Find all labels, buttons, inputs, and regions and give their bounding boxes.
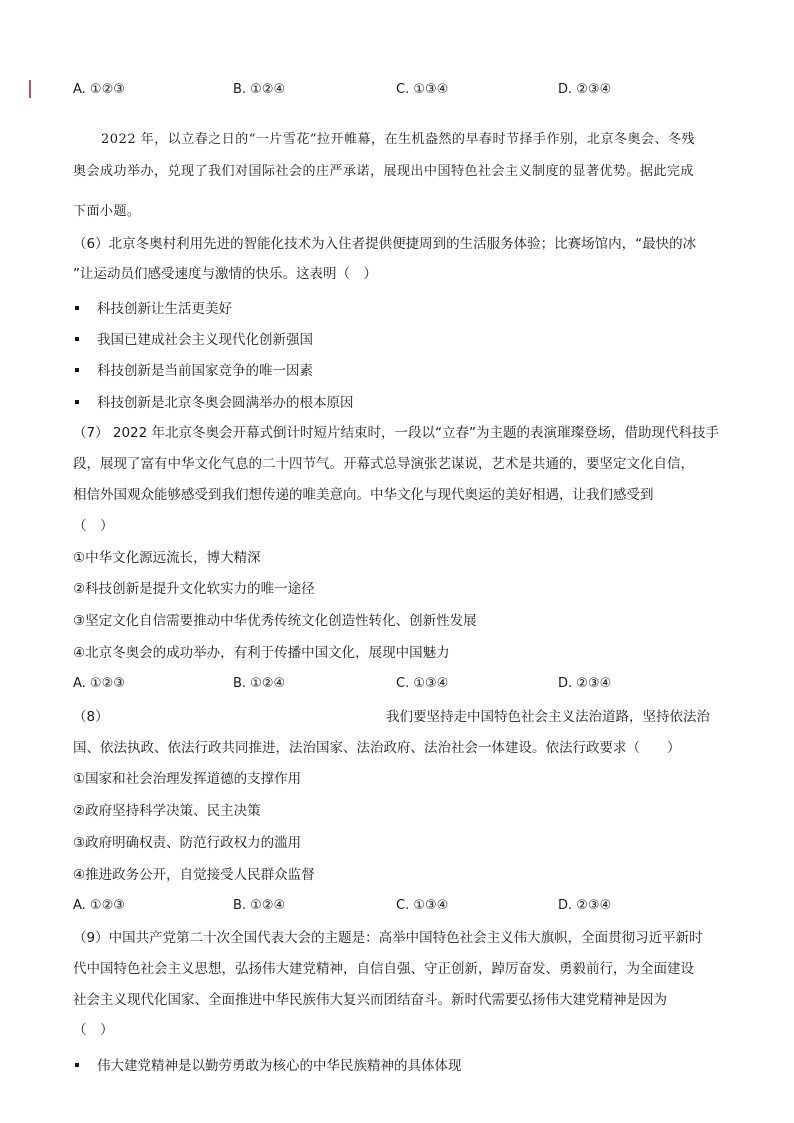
option-a: A. ①②③ <box>73 898 125 913</box>
q7-item: ②科技创新是提升文化软实力的唯一途径 <box>73 581 315 597</box>
q9-stem: 代中国特色社会主义思想，弘扬伟大建党精神，自信自强、守正创新，踔厉奋发、勇毅前行，为全面建设 <box>73 961 694 977</box>
option-d: D. ②③④ <box>558 82 612 97</box>
q9-stem: 社会主义现代化国家、全面推进中华民族伟大复兴而团结奋斗。新时代需要弘扬伟大建党精神是因为 <box>73 992 667 1008</box>
option-d: D. ②③④ <box>558 676 612 691</box>
option-b: B. ①②④ <box>233 898 286 913</box>
q7-stem: 段，展现了富有中华文化气息的二十四节气。开幕式总导演张艺谋说，艺术是共通的，要坚定文化自信， <box>73 456 694 472</box>
q6-choice: 科技创新是北京冬奥会圆满举办的根本原因 <box>73 391 354 411</box>
option-c: C. ①③④ <box>396 82 449 97</box>
bullet-icon <box>75 368 79 372</box>
q7-options <box>73 676 713 694</box>
option-c: C. ①③④ <box>396 898 449 913</box>
q8-item: ③政府明确权责、防范行政权力的滥用 <box>73 835 302 851</box>
q8-options <box>73 898 713 916</box>
q7-item: ④北京冬奥会的成功举办，有利于传播中国文化，展现中国魅力 <box>73 645 450 661</box>
q7-item: ③坚定文化自信需要推动中华优秀传统文化创造性转化、创新性发展 <box>73 613 477 629</box>
q9-stem: （9）中国共产党第二十次全国代表大会的主题是：高举中国特色社会主义伟大旗帜，全面贯彻习近平新时 <box>73 930 703 946</box>
option-d: D. ②③④ <box>558 898 612 913</box>
option-a: A. ①②③ <box>73 82 125 97</box>
bullet-icon <box>75 400 79 404</box>
q9-choice: 伟大建党精神是以勤劳勇敢为核心的中华民族精神的具体体现 <box>73 1054 462 1074</box>
option-a: A. ①②③ <box>73 676 125 691</box>
option-b: B. ①②④ <box>233 676 286 691</box>
option-c: C. ①③④ <box>396 676 449 691</box>
q6-choice: 科技创新是当前国家竞争的唯一因素 <box>73 359 313 379</box>
margin-marker <box>29 80 31 98</box>
q8-item: ④推进政务公开，自觉接受人民群众监督 <box>73 867 315 883</box>
q8-item: ②政府坚持科学决策、民主决策 <box>73 803 261 819</box>
bullet-icon <box>75 306 79 310</box>
q6-choice: 科技创新让生活更美好 <box>73 297 232 317</box>
q8-stem: 我们要坚持走中国特色社会主义法治道路，坚持依法治 <box>386 709 710 725</box>
q8-item: ①国家和社会治理发挥道德的支撑作用 <box>73 771 302 787</box>
bullet-icon <box>75 337 79 341</box>
q6-stem: ”让运动员们感受速度与激情的快乐。这表明（ ） <box>73 266 377 282</box>
q8-stem: 国、依法执政、依法行政共同推进，法治国家、法治政府、法治社会一体建设。依法行政要求（ ） <box>73 740 681 756</box>
passage-line: 下面小题。 <box>73 204 141 219</box>
q7-stem: （7） 2022 年北京冬奥会开幕式倒计时短片结束时，一段以“立春”为主题的表演璀璨登场，借助现代科技手 <box>73 425 720 441</box>
q5-options <box>73 82 713 100</box>
passage-line: 2022 年，以立春之日的“一片雪花”拉开帷幕，在生机盎然的早春时节择手作别，北京冬奥会、冬残 <box>101 132 696 147</box>
passage-line: 奥会成功举办，兑现了我们对国际社会的庄严承诺，展现出中国特色社会主义制度的显著优势。据此完成 <box>73 164 695 179</box>
q6-choice: 我国已建成社会主义现代化创新强国 <box>73 328 313 348</box>
bullet-icon <box>75 1063 79 1067</box>
q7-blank: （ ） <box>73 518 114 534</box>
q8-number: （8） <box>73 709 109 725</box>
q7-item: ①中华文化源远流长，博大精深 <box>73 550 261 566</box>
q7-stem: 相信外国观众能够感受到我们想传递的唯美意向。中华文化与现代奥运的美好相遇，让我们感受到 <box>73 487 654 503</box>
q9-blank: （ ） <box>73 1022 114 1038</box>
option-b: B. ①②④ <box>233 82 286 97</box>
q6-stem: （6）北京冬奥村利用先进的智能化技术为入住者提供便捷周到的生活服务体验；比赛场馆内，“最快的冰 <box>73 236 697 252</box>
